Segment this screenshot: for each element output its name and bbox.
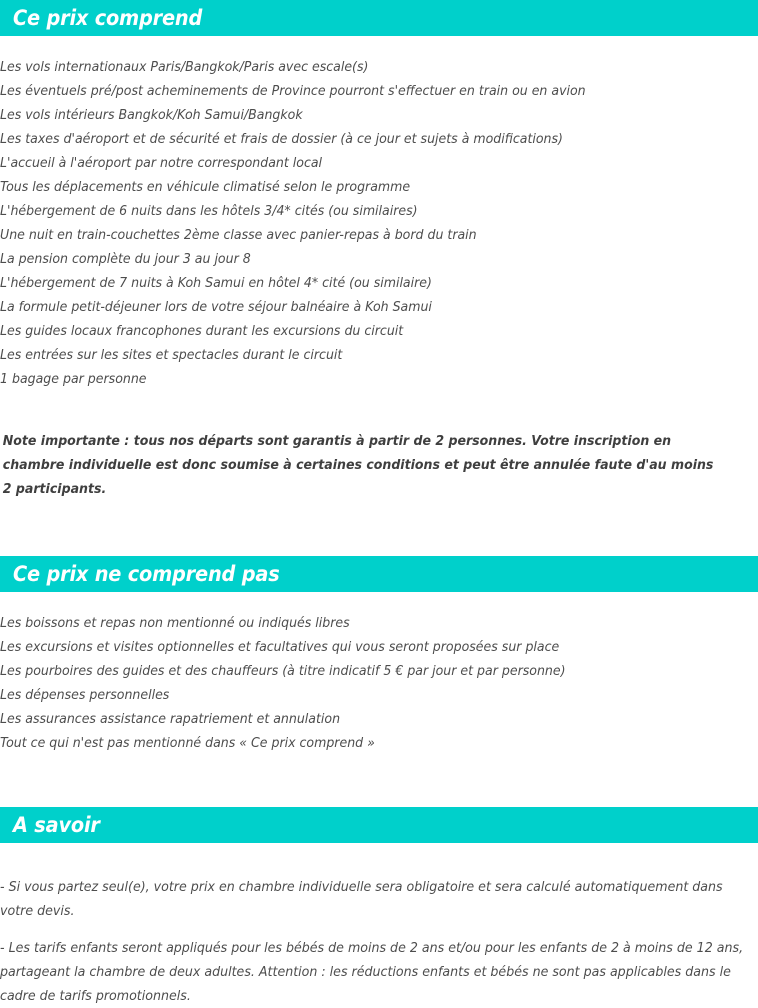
section-title: Ce prix ne comprend pas <box>13 564 280 585</box>
list-item: Les guides locaux francophones durant les excursions du circuit <box>0 319 705 343</box>
list-item: Une nuit en train-couchettes 2ème classe avec panier-repas à bord du train <box>0 223 705 247</box>
list-item: Les taxes d'aéroport et de sécurité et frais de dossier (à ce jour et sujets à modifications) <box>0 127 705 151</box>
spacer <box>0 592 758 611</box>
list-item: L'hébergement de 6 nuits dans les hôtels 3/4* cités (ou similaires) <box>0 199 705 223</box>
spacer <box>0 843 758 861</box>
list-item: Les vols internationaux Paris/Bangkok/Paris avec escale(s) <box>0 55 705 79</box>
good-to-know-paragraph: - Si vous partez seul(e), votre prix en chambre individuelle sera obligatoire et sera calculé automatiquement dans votre devis. <box>0 875 758 923</box>
list-item: 1 bagage par personne <box>0 367 705 391</box>
section-body-ce-prix-comprend <box>0 55 758 501</box>
included-items-list <box>0 55 758 391</box>
good-to-know-paragraph: - Les tarifs enfants seront appliqués pour les bébés de moins de 2 ans et/ou pour les enfants de 2 à moins de 12 ans, partageant la chambre de deux adultes. Attention : les réductions enfants et bébés ne sont pas applicables dans le cadre de tarifs promotionnels. <box>0 936 758 1008</box>
spacer <box>0 755 758 807</box>
list-item: L'hébergement de 7 nuits à Koh Samui en hôtel 4* cité (ou similaire) <box>0 271 705 295</box>
section-title: Ce prix comprend <box>13 8 202 29</box>
section-header-a-savoir <box>0 807 758 843</box>
list-item: Les assurances assistance rapatriement et annulation <box>0 707 705 731</box>
list-item: Les entrées sur les sites et spectacles durant le circuit <box>0 343 705 367</box>
list-item: Les pourboires des guides et des chauffeurs (à titre indicatif 5 € par jour et par personne) <box>0 659 705 683</box>
list-item: Les excursions et visites optionnelles et facultatives qui vous seront proposées sur place <box>0 635 705 659</box>
list-item: L'accueil à l'aéroport par notre correspondant local <box>0 151 705 175</box>
section-body-a-savoir <box>0 875 758 1008</box>
list-item: Les éventuels pré/post acheminements de Province pourront s'effectuer en train ou en avion <box>0 79 705 103</box>
spacer <box>0 514 758 556</box>
list-item: Les vols intérieurs Bangkok/Koh Samui/Bangkok <box>0 103 705 127</box>
spacer <box>0 391 758 415</box>
list-item: Les boissons et repas non mentionné ou indiqués libres <box>0 611 705 635</box>
list-item: La formule petit-déjeuner lors de votre séjour balnéaire à Koh Samui <box>0 295 705 319</box>
section-header-ce-prix-ne-comprend-pas <box>0 556 758 592</box>
list-item: Tous les déplacements en véhicule climatisé selon le programme <box>0 175 705 199</box>
section-header-ce-prix-comprend <box>0 0 758 36</box>
section-title: A savoir <box>13 815 100 836</box>
list-item: La pension complète du jour 3 au jour 8 <box>0 247 705 271</box>
excluded-items-list <box>0 611 758 755</box>
section-body-ce-prix-ne-comprend-pas <box>0 611 758 755</box>
important-note: Note importante : tous nos départs sont garantis à partir de 2 personnes. Votre inscription en chambre individuelle est donc soumise à certaines conditions et peut être annulée faute d'au moins 2 participants. <box>0 429 719 501</box>
list-item: Les dépenses personnelles <box>0 683 705 707</box>
spacer <box>0 36 758 55</box>
list-item: Tout ce qui n'est pas mentionné dans « Ce prix comprend » <box>0 731 705 755</box>
